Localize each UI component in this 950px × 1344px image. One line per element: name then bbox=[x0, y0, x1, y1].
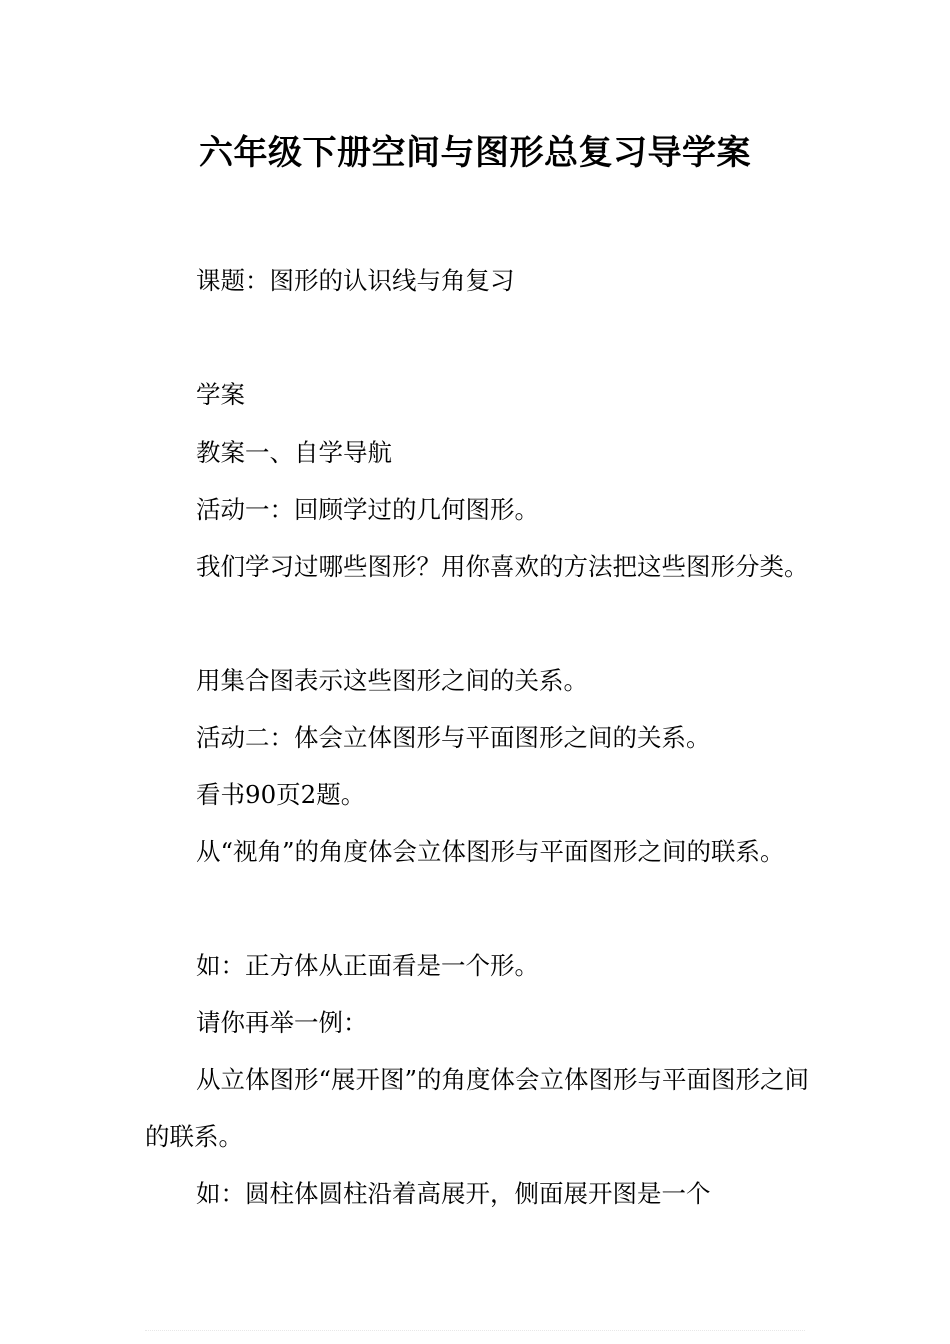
paragraph-another-example: 请你再举一例： bbox=[196, 1008, 368, 1037]
paragraph-activity-two: 活动二：体会立体图形与平面图形之间的关系。 bbox=[196, 723, 711, 752]
footer-divider bbox=[145, 1330, 805, 1332]
paragraph-shapes-question: 我们学习过哪些图形？用你喜欢的方法把这些图形分类。 bbox=[196, 552, 809, 581]
paragraph-cylinder-example: 如：圆柱体圆柱沿着高展开，侧面展开图是一个 bbox=[196, 1179, 711, 1208]
paragraph-topic: 课题：图形的认识线与角复习 bbox=[196, 266, 515, 295]
paragraph-cube-example: 如：正方体从正面看是一个形。 bbox=[196, 951, 539, 980]
document-title: 六年级下册空间与图形总复习导学案 bbox=[199, 133, 751, 173]
paragraph-activity-one: 活动一：回顾学过的几何图形。 bbox=[196, 495, 539, 524]
paragraph-unfolded-view: 从立体图形“展开图”的角度体会立体图形与平面图形之间的联系。 bbox=[145, 1065, 810, 1151]
paragraph-read-book: 看书90页2题。 bbox=[196, 780, 366, 809]
paragraph-section-one: 教案一、自学导航 bbox=[196, 438, 392, 467]
paragraph-set-diagram: 用集合图表示这些图形之间的关系。 bbox=[196, 666, 588, 695]
paragraph-view-angle: 从“视角”的角度体会立体图形与平面图形之间的联系。 bbox=[196, 837, 785, 866]
paragraph-study-plan: 学案 bbox=[196, 380, 245, 409]
